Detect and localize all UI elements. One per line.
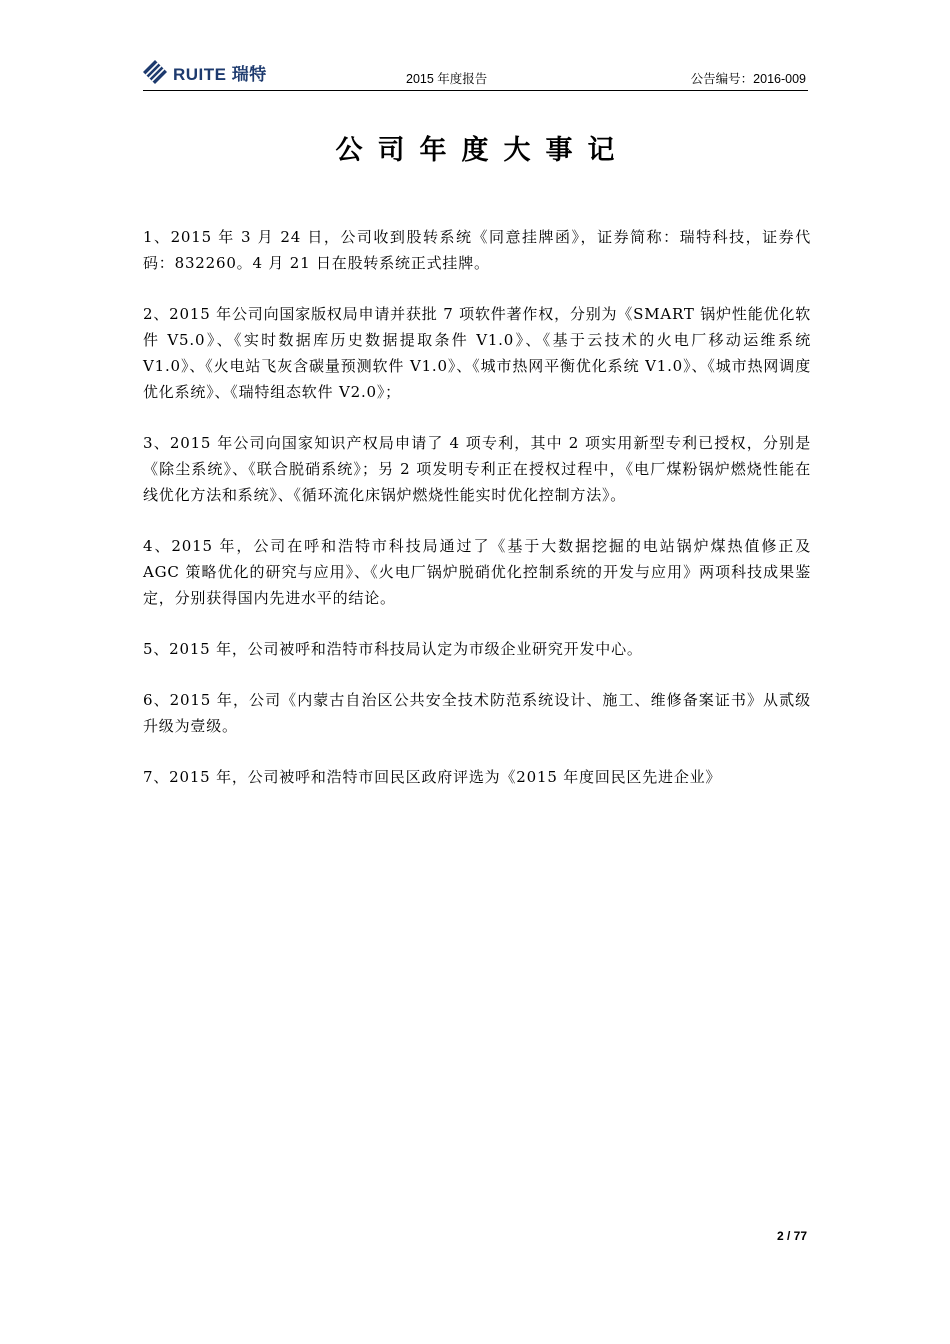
event-item: 1、2015 年 3 月 24 日，公司收到股转系统《同意挂牌函》，证券简称：瑞特科技，证券代码：832260。4 月 21 日在股转系统正式挂牌。 bbox=[143, 228, 811, 272]
company-logo bbox=[143, 58, 267, 86]
event-item: 7、2015 年，公司被呼和浩特市回民区政府评选为《2015 年度回民区先进企业》 bbox=[143, 768, 722, 786]
page-header bbox=[143, 54, 808, 91]
ruite-stripes-logo-icon bbox=[143, 60, 167, 84]
event-item: 3、2015 年公司向国家知识产权局申请了 4 项专利，其中 2 项实用新型专利已授权，分别是《除尘系统》、《联合脱硝系统》；另 2 项发明专利正在授权过程中，《电厂煤粉锅炉燃烧性能在线优化方法和系统》、《循环流化床锅炉燃烧性能实时优化控制方法》。 bbox=[143, 434, 811, 504]
page-title: 公司年度大事记 bbox=[335, 135, 630, 166]
logo-text: RUITE 瑞特 bbox=[173, 64, 267, 84]
event-item: 4、2015 年，公司在呼和浩特市科技局通过了《基于大数据挖掘的电站锅炉煤热值修正及 AGC 策略优化的研究与应用》、《火电厂锅炉脱硝优化控制系统的开发与应用》两项科技成果鉴定，分别获得国内先进水平的结论。 bbox=[143, 537, 811, 607]
announcement-number: 公告编号：2016-009 bbox=[690, 72, 806, 86]
event-item: 2、2015 年公司向国家版权局申请并获批 7 项软件著作权，分别为《SMART 锅炉性能优化软件 V5.0》、《实时数据库历史数据提取条件 V1.0》、《基于云技术的火电厂移动运维系统 V1.0》、《火电站飞灰含碳量预测软件 V1.0》、《城市热网平衡优化系统 V1.0》、《城市热网调度优化系统》、《瑞特组态软件 V2.0》； bbox=[143, 305, 811, 401]
report-title-header: 2015 年度报告 bbox=[406, 72, 488, 86]
event-item: 6、2015 年，公司《内蒙古自治区公共安全技术防范系统设计、施工、维修备案证书》从贰级升级为壹级。 bbox=[143, 691, 811, 735]
event-item: 5、2015 年，公司被呼和浩特市科技局认定为市级企业研究开发中心。 bbox=[143, 640, 643, 658]
events-list bbox=[143, 224, 811, 815]
page-number: 2 / 77 bbox=[776, 1229, 807, 1243]
